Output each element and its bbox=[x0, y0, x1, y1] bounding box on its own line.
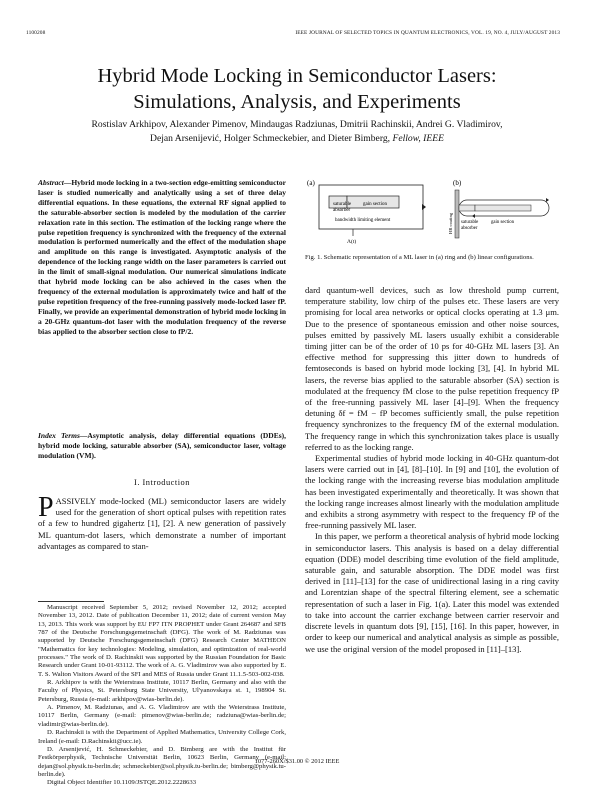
label-bandwidth-limiting-element: bandwidth limiting element bbox=[335, 218, 391, 223]
label-gain-section-b: gain section bbox=[491, 220, 515, 225]
footnote-doi: Digital Object Identifier 10.1109/JSTQE.2012.2228633 bbox=[47, 779, 197, 787]
footnote-manuscript: Manuscript received September 5, 2012; revised November 12, 2012; accepted November 13, 2012. Date of publication December 11, 2012; date of current version May 13, 2013. This work was support by EU FP7 ITN PROPHET under Grant 264687 and SFB 787 of the Deutsche Forschungsgemeinschaft (DFG). The work of M. Radziunas was supported by Deutsche Forschungsgemeinschaft (DFG) Research Center MATHEON "Mathematics for key technologies: Modeling, simulation, and optimization of real-world processes." The work of D. Rachinskii was supported by the Russian Foundation for Basic Research under Grant 10-01-93112. The work of A. G. Vladimirov was also supported by E. T. S. Walton Visitors Award of the SFI and MES of Russia under Grant 11.1.5-503-002-038. bbox=[38, 604, 286, 678]
gain-block-b bbox=[475, 205, 531, 211]
intro-paragraph: ASSIVELY mode-locked (ML) semiconductor lasers are widely used for the generation of short optical pulses with repetition rates of a few to hundred gigahertz [1], [2]. A new generation of passively ML quantum-dot lasers, which demonstrate a number of important advantages as compared to stan- bbox=[38, 496, 286, 551]
body-paragraph: dard quantum-well devices, such as low threshold pump current, temperature stability, low chirp of the pulses etc. These lasers are very promising for local area networks or optical clocks operating at 1.3 μm. Due to the presence of spontaneous emission and other noise sources, pulses emitted by passively ML lasers usually exhibit a considerable timing jitter can be of the order of 10 ps for 40-GHz ML lasers [3]. An effective method for suppressing this jitter down to hundreds of femtoseconds is based on hybrid mode locking [3], [4]. In hybrid ML lasers, the reverse bias applied to the saturable absorber (SA) section is modulated at the frequency fM close to the pulse repetition frequency fP of the free-running passively ML laser [4]–[9]. When the frequency detuning δf = fM − fP becomes sufficiently small, the pulse repetition frequency synchronizes to the frequency fM of the external modulation. The frequency range in which this synchronization takes place is usually referred to as the locking range. bbox=[305, 285, 559, 452]
label-absorber: absorber bbox=[333, 208, 351, 213]
abstract-label: Abstract bbox=[38, 178, 64, 187]
author-fellow-title: Fellow, IEEE bbox=[392, 133, 444, 144]
arrow-icon bbox=[546, 198, 549, 202]
footnote-affiliation: D. Rachinskii is with the Department of Applied Mathematics, University College Cork, Ireland (e-mail: D.Rachinskii@ucc.ie). bbox=[38, 729, 286, 745]
index-terms-label: Index Terms bbox=[38, 431, 80, 440]
label-saturable-b: saturable bbox=[461, 220, 479, 225]
index-terms-text: —Asymptotic analysis, delay differential equations (DDEs), hybrid mode locking, saturable absorber (SA), semiconductor laser, voltage modulation (VM). bbox=[38, 431, 287, 460]
label-hr-coating: HR coating bbox=[448, 212, 453, 234]
footnote-affiliation: R. Arkhipov is with the Weierstrass Institute, 10117 Berlin, Germany and also with the Faculty of Physics, St. Petersburg State University, Ul'yanovskaya st. 1, 198904 St. Petersburg, Russia (e-mail: arkhipov@wias-berlin.de). bbox=[38, 679, 286, 703]
running-head-journal: IEEE JOURNAL OF SELECTED TOPICS IN QUANTUM ELECTRONICS, VOL. 19, NO. 4, JULY/AUGUST 2013 bbox=[295, 30, 560, 36]
hr-coating-mirror bbox=[455, 190, 459, 238]
label-absorber-b: absorber bbox=[461, 226, 478, 231]
right-column-body bbox=[305, 285, 559, 655]
running-head-page-number: 1100208 bbox=[26, 30, 46, 36]
footnote-affiliation: D. Arsenijević, H. Schmeckebier, and D. Bimberg are with the Institut für Festkörperphysik, Technische Universität Berlin, 10623 Berlin, Germany (e-mail: dejan@sol.physik.tu-berlin.de; schmeckebier@sol.physik.tu-berlin.de; bimberg@physik.tu-berlin.de). bbox=[38, 745, 286, 778]
index-terms bbox=[38, 431, 286, 461]
section-heading-introduction: I. Introduction bbox=[134, 478, 190, 487]
paper-title-line-2: Simulations, Analysis, and Experiments bbox=[133, 91, 461, 113]
figure-1-schematic bbox=[305, 176, 559, 248]
label-gain-section: gain section bbox=[363, 202, 388, 207]
drop-cap: P bbox=[38, 492, 54, 523]
figure-1-caption: Fig. 1. Schematic representation of a ML laser in (a) ring and (b) linear configurations. bbox=[305, 254, 534, 261]
paper-title-line-1: Hybrid Mode Locking in Semiconductor Lasers: bbox=[97, 65, 497, 87]
introduction-left-column bbox=[38, 492, 286, 552]
abstract bbox=[38, 178, 286, 337]
footnote-affiliation: A. Pimenov, M. Radziunas, and A. G. Vladimirov are with the Weierstrass Institute, 10117 Berlin, Germany (e-mail: pimenov@wias-berlin.de; radziuna@wias-berlin.de; vladimir@wias-berlin.de). bbox=[38, 704, 286, 728]
footnote-divider bbox=[38, 601, 104, 602]
author-list-line-2 bbox=[30, 132, 564, 145]
label-saturable: saturable bbox=[333, 202, 352, 207]
figure-label-a: (a) bbox=[307, 179, 315, 187]
arrow-icon bbox=[472, 214, 475, 218]
figure-1 bbox=[305, 176, 559, 248]
page-footer-copyright: 1077-260X/$31.00 © 2012 IEEE bbox=[254, 758, 340, 765]
abstract-text: —Hybrid mode locking in a two-section edge-emitting semiconductor laser is studied numerically and analytically using a set of three delay differential equations. In these equations, the external RF signal applied to the saturable-absorber section is modeled by the modulation of the carrier relaxation rate in this section. The estimation of the locking range where the pulse repetition frequency is synchronized with the frequency of the external modulation is performed numerically and the effect of the modulation shape and amplitude on this range is investigated. Asymptotic analysis of the dependence of the locking range width on the laser parameters is carried out in the limit of small-signal modulation. Our numerical simulations indicate that hybrid mode locking can be also achieved in the cases when the frequency of the external modulation is approximately twice and half of the pulse repetition frequency of the free-running passively mode-locked laser fP. Finally, we provide an experimental demonstration of hybrid mode locking in a 20-GHz quantum-dot laser with the modulation frequency of the reverse bias applied to the absorber section close to fP/2. bbox=[38, 178, 286, 336]
author-names: Dejan Arsenijević, Holger Schmeckebier, and Dieter Bimberg, bbox=[150, 133, 391, 144]
author-list-line-1: Rostislav Arkhipov, Alexander Pimenov, Mindaugas Radziunas, Dmitrii Rachinskii, Andrei G. Vladimirov, bbox=[91, 119, 503, 130]
label-lambda-t: Λ(t) bbox=[347, 239, 357, 245]
figure-label-b: (b) bbox=[453, 179, 462, 187]
body-paragraph: In this paper, we perform a theoretical analysis of hybrid mode locking in semiconductor lasers. This analysis is based on a delay differential equation (DDE) model describing time evolution of the field amplitude, saturable gain, and saturable absorption. The DDE model was first derived in [11]–[13] for the case of unidirectional lasing in a ring cavity and Lorentzian shape of the spectral filtering element, see a schematic representation of such a laser in Fig. 1(a). Later this model was extended to take into account the carrier exchange between carrier reservoir and discrete levels in quantum dots [9], [15], [16]. In this paper, however, in order to keep our numerical and analytical analysis as simple as possible, we use the original version of the model proposed in [11]–[13]. bbox=[305, 531, 559, 654]
body-paragraph: Experimental studies of hybrid mode locking in 40-GHz quantum-dot lasers were carried out in [4], [8]–[10]. In [9] and [10], the evolution of the locking range with the increasing reverse bias modulation amplitude has been investigated experimentally and theoretically. It was shown that the locking range increases almost linearly with the modulation amplitude and exhibits a strong asymmetry with respect to the frequency fP of the free-running passively ML laser. bbox=[305, 453, 559, 531]
absorber-block-b bbox=[459, 205, 475, 211]
arrow-icon bbox=[422, 204, 426, 210]
